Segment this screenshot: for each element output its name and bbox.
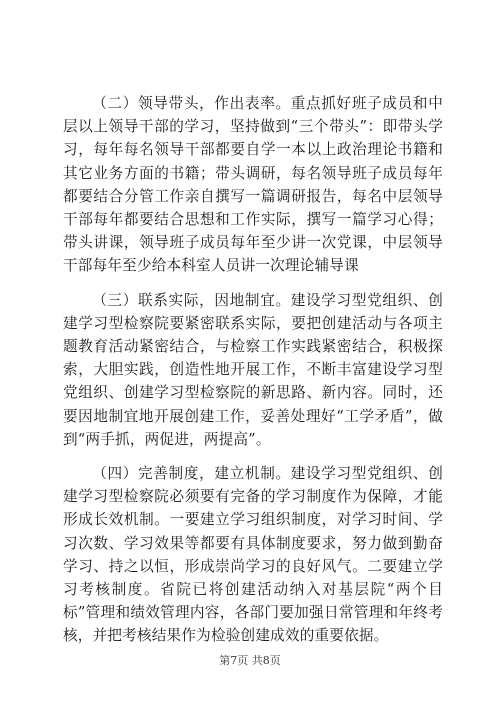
paragraph-system: （四）完善制度，建立机制。建设学习型党组织、创建学习型检察院必须要有完备的学习制度作为保障，才能形成长效机制。一要建立学习组织制度，对学习时间、学习次数、学习效果等都要有具体制度要求，努力做到勤奋学习、持之以恒，形成崇尚学习的良好风气。二要建立学习考核制度。省院已将创建活动纳入对基层院“两个目标”管理和绩效管理内容，各部门要加强日常管理和年终考核，并把考核结果作为检验创建成效的重要依据。 (63, 465, 443, 645)
document-body (63, 92, 443, 659)
paragraph-practice: （三）联系实际，因地制宜。建设学习型党组织、创建学习型检察院要紧密联系实际，要把创建活动与各项主题教育活动紧密结合，与检察工作实践紧密结合，积极探索，大胆实践，创造性地开展工作，不断丰富建设学习型党组织、创建学习型检察院的新思路、新内容。同时，还要因地制宜地开展创建工作，妥善处理好“工学矛盾”，做到“两手抓，两促进，两提高”。 (63, 291, 443, 448)
paragraph-leadership: （二）领导带头，作出表率。重点抓好班子成员和中层以上领导干部的学习，坚持做到“三个带头”：即带头学习，每年每名领导干部都要自学一本以上政治理论书籍和其它业务方面的书籍；带头调研，每名领导班子成员每年都要结合分管工作亲自撰写一篇调研报告，每名中层领导干部每年都要结合思想和工作实际，撰写一篇学习心得；带头讲课，领导班子成员每年至少讲一次党课，中层领导干部每年至少给本科室人员讲一次理论辅导课 (63, 95, 443, 275)
page-number-footer: 第7页 共8页 (219, 654, 281, 667)
